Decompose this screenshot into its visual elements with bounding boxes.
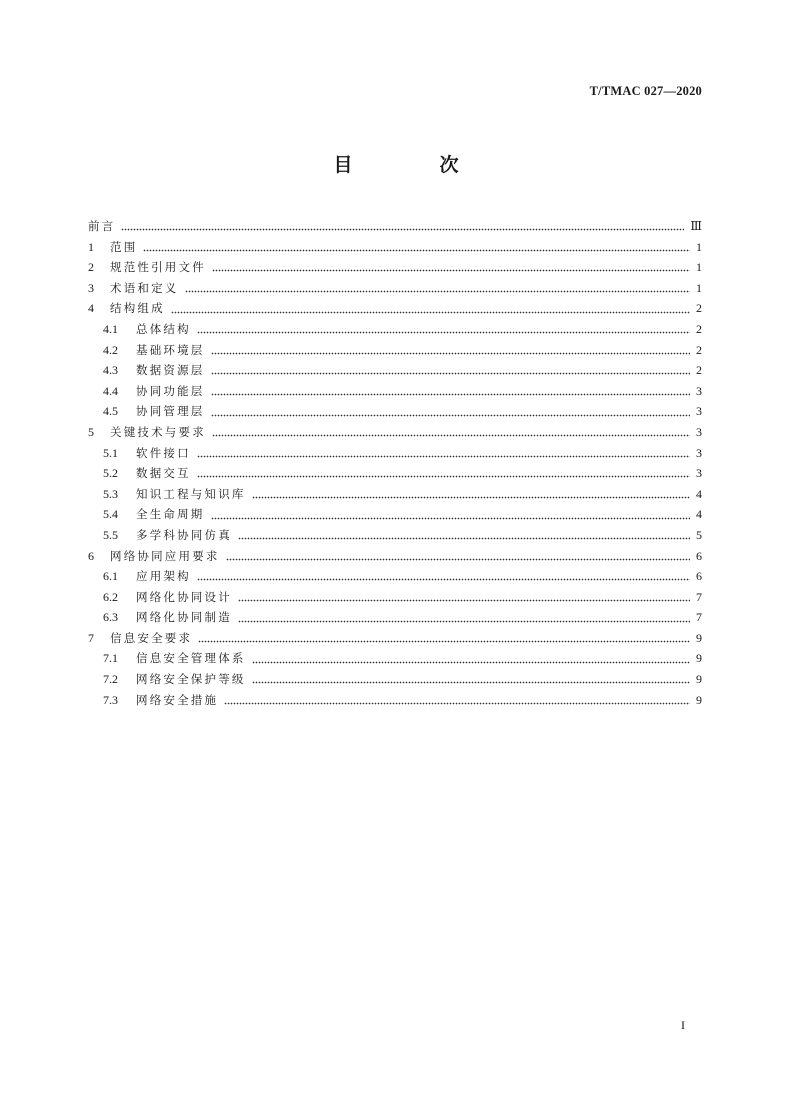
dot-leader: [143, 241, 690, 253]
toc-entry-number: 4.3: [103, 363, 118, 378]
toc-entry[interactable]: [88, 546, 702, 567]
toc-entry[interactable]: [88, 340, 702, 361]
toc-entry-number: 4.1: [103, 321, 118, 336]
dot-leader: [171, 303, 690, 315]
toc-entry-number: 4.2: [103, 342, 118, 357]
dot-leader: [211, 509, 691, 521]
toc-entry-number: 5.4: [103, 507, 118, 522]
toc-entry[interactable]: [88, 381, 702, 402]
toc-entry-title: 基础环境层: [136, 342, 205, 357]
toc-entry-number: 5.3: [103, 486, 118, 501]
toc-entry[interactable]: [88, 257, 702, 278]
toc-entry-number: 5.1: [103, 445, 118, 460]
toc-entry-title: 协同管理层: [136, 404, 205, 419]
dot-leader: [224, 694, 690, 706]
toc-entry-title: 数据交互: [136, 466, 191, 481]
toc-entry-title: 前言: [88, 219, 116, 233]
toc-entry-page: 9: [696, 672, 702, 687]
toc-entry-page: 1: [696, 239, 702, 254]
toc-entry[interactable]: [88, 360, 702, 381]
dot-leader: [252, 653, 690, 665]
toc-entry-page: 3: [696, 466, 702, 481]
toc-entry[interactable]: [88, 669, 702, 690]
dot-leader: [252, 673, 690, 685]
toc-entry[interactable]: [88, 607, 702, 628]
toc-entry-page: 2: [696, 301, 702, 316]
toc-entry-number: 1: [88, 239, 94, 254]
dot-leader: [238, 591, 690, 603]
toc-entry-title: 规范性引用文件: [110, 260, 206, 275]
toc-entry[interactable]: [88, 504, 702, 525]
toc-entry-page: 3: [696, 424, 702, 439]
toc-entry-page: 6: [696, 569, 702, 584]
dot-leader: [198, 632, 690, 644]
toc-entry-title: 全生命周期: [136, 507, 205, 522]
toc-entry-title: 数据资源层: [136, 363, 205, 378]
toc-entry-title: 多学科协同仿真: [136, 527, 232, 542]
toc-entry[interactable]: [88, 298, 702, 319]
toc-entry[interactable]: [88, 525, 702, 546]
toc-entry-page: 3: [696, 383, 702, 398]
dot-leader: [197, 447, 690, 459]
toc-entry-number: 2: [88, 260, 94, 275]
dot-leader: [252, 488, 690, 500]
toc-entry-title: 术语和定义: [110, 280, 179, 295]
page-number: I: [681, 1018, 685, 1032]
dot-leader: [197, 467, 690, 479]
toc-entry[interactable]: [88, 690, 702, 711]
toc-entry[interactable]: [88, 443, 702, 464]
toc-entry-page: 1: [696, 280, 702, 295]
toc-entry-page: 9: [696, 651, 702, 666]
toc-entry-page: 1: [696, 260, 702, 275]
toc-entry-title: 协同功能层: [136, 383, 205, 398]
dot-leader: [211, 406, 691, 418]
toc-entry-page: 2: [696, 363, 702, 378]
toc-entry-number: 6.1: [103, 569, 118, 584]
toc-entry-number: 7.1: [103, 651, 118, 666]
toc-entry-page: Ⅲ: [690, 219, 702, 233]
dot-leader: [226, 550, 690, 562]
toc-entry-number: 5.5: [103, 527, 118, 542]
toc-entry-page: 9: [696, 630, 702, 645]
toc-entry[interactable]: [88, 422, 702, 443]
toc-entry-number: 4: [88, 301, 94, 316]
toc-entry[interactable]: [88, 319, 702, 340]
toc-entry-number: 6.3: [103, 610, 118, 625]
toc-entry[interactable]: [88, 566, 702, 587]
dot-leader: [211, 385, 691, 397]
toc-entry-number: 4.4: [103, 383, 118, 398]
toc-entry[interactable]: [88, 648, 702, 669]
toc-entry-page: 2: [696, 342, 702, 357]
dot-leader: [212, 426, 690, 438]
toc-entry-number: 7.3: [103, 692, 118, 707]
toc-entry-page: 6: [696, 548, 702, 563]
toc-entry-page: 4: [696, 507, 702, 522]
toc-entry-number: 3: [88, 280, 94, 295]
toc-entry-title: 总体结构: [136, 321, 191, 336]
toc-entry[interactable]: [88, 484, 702, 505]
dot-leader: [197, 323, 690, 335]
toc-entry[interactable]: [88, 628, 702, 649]
toc-entry-number: 7: [88, 630, 94, 645]
toc-entry-page: 7: [696, 610, 702, 625]
toc-entry-title: 网络协同应用要求: [110, 548, 220, 563]
toc-entry-title: 范围: [110, 239, 138, 254]
toc-entry-title: 网络化协同设计: [136, 589, 232, 604]
toc-entry-page: 3: [696, 445, 702, 460]
toc-entry-page: 2: [696, 321, 702, 336]
dot-leader: [211, 344, 691, 356]
dot-leader: [121, 220, 684, 232]
toc-entry-number: 6: [88, 548, 94, 563]
toc-entry-title: 信息安全要求: [110, 630, 193, 645]
dot-leader: [238, 612, 690, 624]
toc-entry-number: 4.5: [103, 404, 118, 419]
toc-entry-title: 信息安全管理体系: [136, 651, 246, 666]
toc-entry-number: 5.2: [103, 466, 118, 481]
toc-entry-title: 网络安全措施: [136, 692, 219, 707]
toc-entry-number: 7.2: [103, 672, 118, 687]
dot-leader: [211, 364, 691, 376]
toc-entry-page: 3: [696, 404, 702, 419]
toc-entry-page: 9: [696, 692, 702, 707]
table-of-contents: [88, 216, 702, 710]
toc-entry-page: 7: [696, 589, 702, 604]
toc-entry[interactable]: [88, 216, 702, 237]
dot-leader: [212, 261, 690, 273]
toc-heading: 目 次: [333, 154, 493, 176]
toc-entry-title: 网络安全保护等级: [136, 672, 246, 687]
toc-entry-title: 网络化协同制造: [136, 610, 232, 625]
toc-entry[interactable]: [88, 237, 702, 258]
toc-entry-page: 4: [696, 486, 702, 501]
dot-leader: [197, 570, 690, 582]
dot-leader: [238, 529, 690, 541]
toc-entry-title: 关键技术与要求: [110, 424, 206, 439]
toc-entry[interactable]: [88, 401, 702, 422]
toc-entry-number: 6.2: [103, 589, 118, 604]
toc-entry-number: 5: [88, 424, 94, 439]
toc-entry-title: 软件接口: [136, 445, 191, 460]
toc-entry[interactable]: [88, 587, 702, 608]
toc-entry-page: 5: [696, 527, 702, 542]
toc-entry[interactable]: [88, 463, 702, 484]
document-id: T/TMAC 027—2020: [589, 84, 702, 98]
toc-entry[interactable]: [88, 278, 702, 299]
toc-entry-title: 知识工程与知识库: [136, 486, 246, 501]
toc-entry-title: 应用架构: [136, 569, 191, 584]
toc-entry-title: 结构组成: [110, 301, 165, 316]
dot-leader: [185, 282, 691, 294]
